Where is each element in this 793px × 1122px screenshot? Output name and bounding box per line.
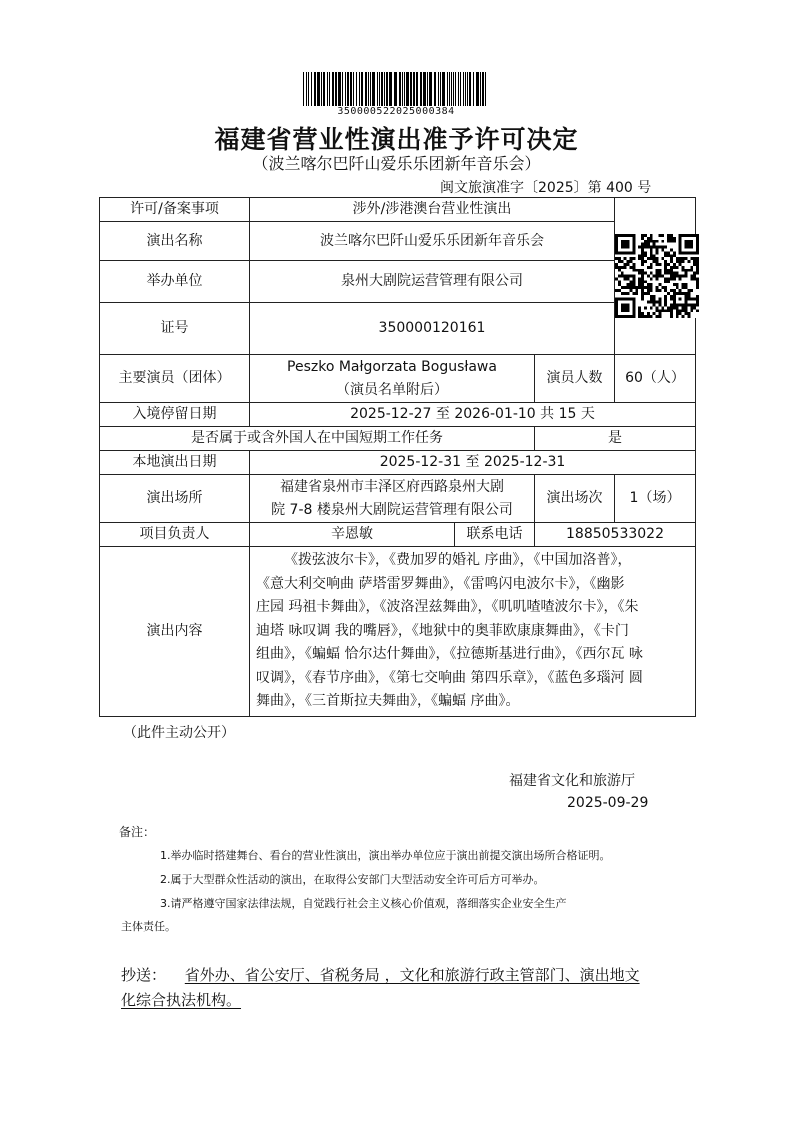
license-type-value: 涉外/涉港澳台营业性演出 [250, 198, 615, 222]
table-row [100, 451, 696, 475]
venue-line-2: 院 7-8 楼泉州大剧院运营管理有限公司 [271, 501, 513, 518]
remark-item: 1.举办临时搭建舞台、看台的营业性演出，演出举办单位应于演出前提交演出场所合格证明。 [160, 849, 611, 862]
document-subtitle: （波兰喀尔巴阡山爱乐乐团新年音乐会） [252, 154, 541, 173]
phone-value: 18850533022 [535, 523, 696, 547]
organizer-label: 举办单位 [100, 261, 250, 303]
content-line: 叹调》，《春节序曲》，《第七交响曲 第四乐章》，《蓝色多瑙河 圆 [256, 669, 643, 686]
document-title: 福建省营业性演出准予许可决定 [214, 125, 579, 154]
cc-line [121, 964, 640, 985]
remarks-label: 备注： [119, 825, 156, 839]
license-type-label: 许可/备案事项 [100, 198, 250, 222]
table-row [100, 222, 696, 261]
issuing-authority: 福建省文化和旅游厅 [509, 773, 635, 789]
permit-table [99, 197, 696, 717]
content-line: 组曲》，《蝙蝠 恰尔达什舞曲》，《拉德斯基进行曲》，《西尔瓦 咏 [256, 646, 643, 662]
sessions-label: 演出场次 [535, 475, 615, 523]
table-row [100, 198, 696, 222]
barcode-number: 350000522025000384 [337, 106, 455, 117]
main-performers-note: （演员名单附后） [336, 381, 448, 398]
table-row [100, 355, 696, 403]
local-dates-label: 本地演出日期 [100, 451, 250, 475]
cc-recipients: 省外办、省公安厅、省税务局 ，文化和旅游行政主管部门、演出地文 [184, 966, 640, 984]
barcode [301, 72, 491, 118]
table-row [100, 303, 696, 355]
performer-count-value: 60（人） [615, 355, 696, 403]
cert-no-label: 证号 [100, 303, 250, 355]
qr-code-icon [615, 234, 699, 318]
table-row [100, 547, 696, 717]
entry-stay-label: 入境停留日期 [100, 403, 250, 427]
manager-label: 项目负责人 [100, 523, 250, 547]
content-line: 庄园 玛祖卡舞曲》，《波洛涅兹舞曲》，《叽叽喳喳波尔卡》，《朱 [256, 599, 639, 615]
cert-no-value: 350000120161 [250, 303, 615, 355]
content-label: 演出内容 [100, 547, 250, 717]
issue-date: 2025-09-29 [567, 795, 649, 811]
remark-item: 2.属于大型群众性活动的演出，在取得公安部门大型活动安全许可后方可举办。 [160, 873, 545, 886]
sessions-value: 1（场） [615, 475, 696, 523]
table-row [100, 403, 696, 427]
show-name-label: 演出名称 [100, 222, 250, 261]
public-disclosure-note: （此件主动公开） [123, 725, 235, 741]
venue-label: 演出场所 [100, 475, 250, 523]
document-number: 闽文旅演准字〔2025〕第 400 号 [440, 180, 652, 196]
content-line: 《拨弦波尔卡》，《费加罗的婚礼 序曲》，《中国加洛普》， [284, 552, 632, 568]
performer-count-label: 演员人数 [535, 355, 615, 403]
qr-code [615, 198, 696, 355]
venue-value [250, 475, 535, 523]
foreign-work-value: 是 [535, 427, 696, 451]
entry-stay-value: 2025-12-27 至 2026-01-10 共 15 天 [250, 403, 696, 427]
content-line: 《意大利交响曲 萨塔雷罗舞曲》，《雷鸣闪电波尔卡》，《幽影 [256, 575, 625, 592]
table-row [100, 427, 696, 451]
content-line: 迪塔 咏叹调 我的嘴唇》，《地狱中的奥菲欧康康舞曲》，《卡门 [256, 622, 629, 639]
organizer-value: 泉州大剧院运营管理有限公司 [250, 261, 615, 303]
table-row [100, 261, 696, 303]
manager-value: 辛恩敏 [250, 523, 455, 547]
cc-recipients-continued: 化综合执法机构。 [121, 991, 242, 1009]
content-value [250, 547, 696, 717]
local-dates-value: 2025-12-31 至 2025-12-31 [250, 451, 696, 475]
table-row [100, 523, 696, 547]
cc-label: 抄送： [121, 966, 167, 984]
remark-item: 3.请严格遵守国家法律法规，自觉践行社会主义核心价值观，落细落实企业安全生产 [160, 897, 567, 910]
phone-label: 联系电话 [455, 523, 535, 547]
foreign-work-label: 是否属于或含外国人在中国短期工作任务 [100, 427, 535, 451]
main-performers-label: 主要演员（团体） [100, 355, 250, 403]
main-performers-value [250, 355, 535, 403]
main-performers-name: Peszko Małgorzata Bogusława [287, 358, 497, 375]
barcode-bars [301, 72, 491, 106]
show-name-value: 波兰喀尔巴阡山爱乐乐团新年音乐会 [250, 222, 615, 261]
table-row [100, 475, 696, 523]
venue-line-1: 福建省泉州市丰泽区府西路泉州大剧 [280, 478, 504, 495]
content-line: 舞曲》，《三首斯拉夫舞曲》，《蝙蝠 序曲》。 [256, 693, 520, 709]
remark-item-continued: 主体责任。 [121, 920, 176, 933]
